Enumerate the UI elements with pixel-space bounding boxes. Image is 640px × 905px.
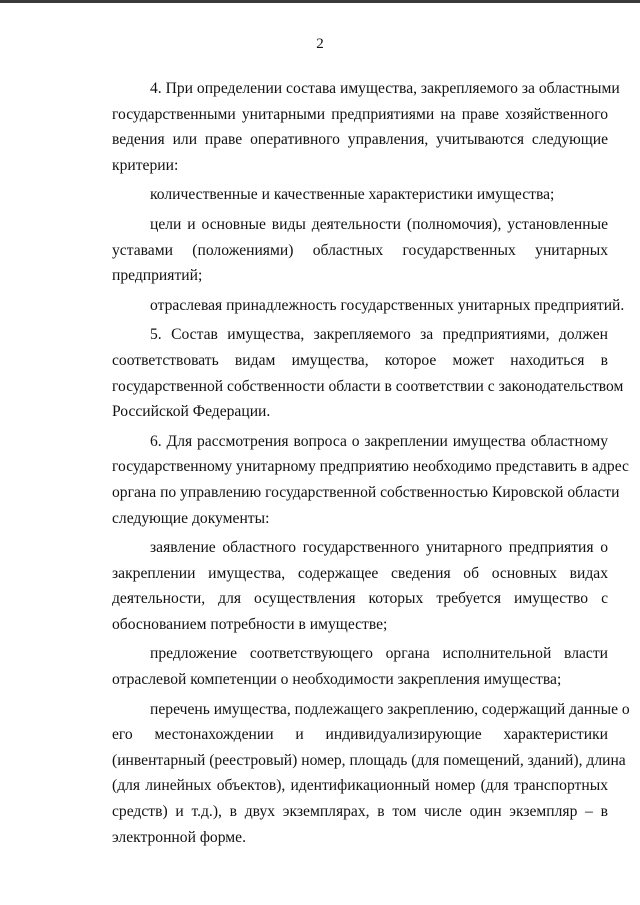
document-body [112,76,630,850]
text-line: соответствовать видам имущества, которое может находиться в [112,351,608,369]
text-line: 6. Для рассмотрения вопроса о закреплении имущества областному [150,432,608,450]
text-line: государственными унитарными предприятиями на праве хозяйственного [112,105,608,123]
text-line: цели и основные виды деятельности (полномочия), установленные [150,215,608,233]
text-line: перечень имущества, подлежащего закреплению, содержащий данные о [150,700,630,718]
text-line: 4. При определении состава имущества, закрепляемого за областными [150,80,620,97]
text-line: обоснованием потребности в имуществе; [112,615,388,633]
text-line: отраслевая принадлежность государственных унитарных предприятий. [150,296,625,314]
text-line: государственной собственности области в соответствии с законодательством [112,377,624,395]
text-line: отраслевой компетенции о необходимости закрепления имущества; [112,671,562,689]
text-line: уставами (положениями) областных государственных унитарных [112,241,608,259]
text-line: количественные и качественные характеристики имущества; [150,186,555,204]
text-line: закреплении имущества, содержащее сведения об основных видах [112,564,608,582]
text-line: Российской Федерации. [112,403,271,421]
text-line: 5. Состав имущества, закрепляемого за предприятиями, должен [150,326,608,344]
text-line: средств) и т.д.), в двух экземплярах, в том числе один экземпляр – в [112,803,608,821]
page-number: 2 [316,36,324,52]
text-line: (инвентарный (реестровый) номер, площадь (для помещений, зданий), длина [112,751,626,769]
text-line: деятельности, для осуществления которых требуется имущество с [112,590,608,608]
text-line: ведения или праве оперативного управления, учитываются следующие [112,131,608,149]
text-line: электронной форме. [112,828,246,846]
text-line: предложение соответствующего органа исполнительной власти [150,645,608,663]
text-line: (для линейных объектов), идентификационный номер (для транспортных [112,777,608,795]
scan-top-edge [0,0,640,3]
text-line: заявление областного государственного унитарного предприятия о [150,539,608,557]
text-line: критерии: [112,156,179,174]
text-line: его местонахождении и индивидуализирующие характеристики [112,726,608,744]
text-line: государственному унитарному предприятию необходимо представить в адрес [112,458,629,476]
text-line: предприятий; [112,267,203,285]
text-line: следующие документы: [112,509,270,527]
text-line: органа по управлению государственной собственностью Кировской области [112,483,620,501]
